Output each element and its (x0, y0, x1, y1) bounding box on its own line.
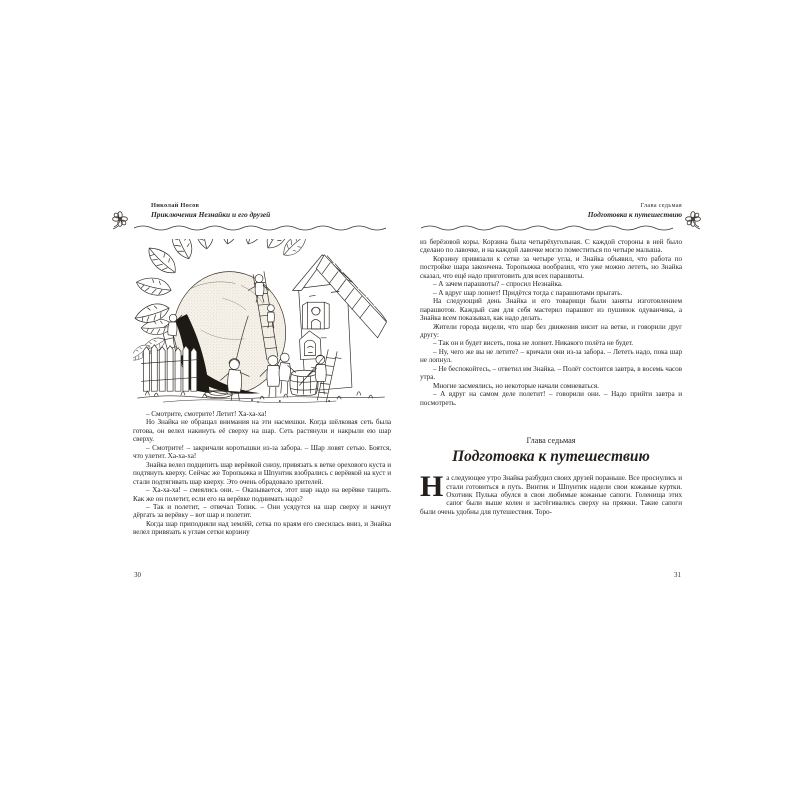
right-running-head (420, 202, 682, 222)
page-number-right: 31 (674, 571, 681, 579)
paragraph: Многие засмеялись, но некоторые начали сомневаться. (433, 381, 599, 390)
paragraph: – Не беспокойтесь, – ответил им Знайка. – Полёт состоится завтра, в восемь часов утра. (420, 364, 682, 382)
balloon-illustration (133, 239, 391, 405)
wavy-rule (133, 225, 391, 231)
book-spread (133, 202, 682, 579)
chapter-kicker: Глава седьмая (526, 436, 576, 446)
wavy-rule (420, 225, 682, 231)
opening-paragraph (420, 470, 682, 516)
paragraph: – Смотрите! – закричали коротышки из-за забора. – Шар ловят сетью. Боятся, что улетит. Ха-ха-ха! (133, 443, 391, 461)
paragraph: Но Знайка не обращал внимания на эти насмешки. Когда шёлковая сеть была готова, он велел накинуть её сверху на шар. Сеть растянули и накрыли ею шар сверху. (133, 418, 391, 444)
drop-cap: Н (420, 470, 444, 504)
paragraph: – Так он и будет висеть, пока не лопнет. Никакого полёта не будет. (433, 339, 634, 348)
chapter-heading (420, 436, 682, 465)
chapter-running-line: Глава седьмая (640, 202, 682, 209)
left-header-rule (133, 223, 391, 232)
paragraph: – Смотрите, смотрите! Летит! Ха-ха-ха! (146, 410, 267, 418)
ground (138, 392, 385, 403)
paragraph: – А вдруг шар лопнет! Придётся тогда с парашютами прыгать. (433, 288, 623, 297)
paragraph: Знайка велел подцепить шар верёвкой снизу, привязать к ветке орехового куста и подтянуть кверху. Сейчас же Торопыжка и Шпунтик взобрались с верёвкой на куст и стали подтягивать шар кверху. Это очень обрадовало зрителей. (133, 460, 391, 486)
paragraph: – А зачем парашюты? – спросил Незнайка. (433, 280, 563, 289)
book-title: Приключения Незнайки и его друзей (151, 209, 271, 219)
paragraph: На следующий день Знайка и его товарищи были заняты изготовлением парашютов. Каждый сам для себя мастерил парашют из пушинок одуванчика, а Знайка всем показывал, как надо делать. (420, 297, 682, 323)
left-page (133, 202, 391, 579)
right-header-rule (420, 223, 682, 232)
page-number-left: 30 (134, 571, 141, 579)
chapter-title: Подготовка к путешествию (452, 448, 650, 466)
paragraph: Когда шар приподняли над землёй, сетка по краям его свесилась вниз, и Знайка велел привязать к углам сетки корзину (133, 519, 391, 537)
paragraph: – Ну, чего же вы не летите? – кричали они из-за забора. – Лететь надо, пока шар не лопнул. (420, 347, 682, 365)
opening-text: а следующее утро Знайка разбудил своих друзей пораньше. Все проснулись и стали готовиться в путь. Винтик и Шпунтик надели свои кожаные куртки. Охотник Пулька обулся в свои любимые кожаные сапоги. Голенища этих сапог были выше колен и застёгивались сверху на пряжки. Такие сапоги были очень удобны для путешествия. Торо- (420, 474, 682, 516)
chapter-running-title: Подготовка к путешествию (587, 209, 682, 219)
right-page (420, 202, 682, 579)
flower-ornament-icon (109, 209, 131, 238)
left-text-column (133, 410, 391, 537)
left-running-head (133, 202, 391, 222)
right-text-column (420, 238, 682, 407)
flower-ornament-icon (682, 209, 704, 238)
paragraph: из берёзовой коры. Корзина была четырёхугольная. С каждой стороны в ней было сделано по лавочке, и на каждой лавочке могло поместиться по четыре малыша. (420, 238, 682, 255)
author-name: Николай Носов (151, 202, 200, 209)
paragraph: – А вдруг на самом деле полетит! – говорили они. – Надо прийти завтра и посмотреть. (420, 390, 682, 407)
paragraph: Корзину привязали к сетке за четыре угла, и Знайка объявил, что работа по постройке шара закончена. Торопыжка вообразил, что уже можно лететь, но Знайка сказал, что ещё надо приготовить для всех парашюты. (420, 254, 682, 280)
paragraph: – Так и полетит, – отвечал Топик. – Они усядутся на шар сверху и начнут дёргать за верёвку – вот шар и полетит. (133, 502, 391, 520)
paragraph: Жители города видели, что шар без движения висит на ветке, и говорили друг другу: (420, 322, 682, 339)
paragraph: – Ха-ха-ха! – смеялись они. – Оказывается, этот шар надо на верёвке тащить. Как же он полетит, если его на верёвке поднимать надо? (133, 486, 391, 503)
